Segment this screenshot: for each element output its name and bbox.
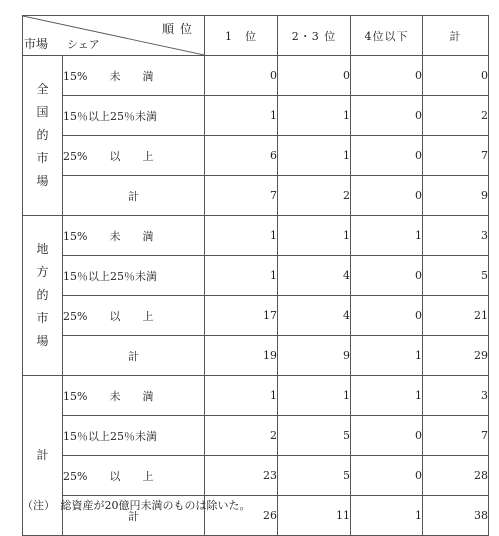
count-cell: 7 [423, 136, 489, 176]
count-cell: 1 [278, 376, 351, 416]
column-header: 1 位 [205, 16, 278, 56]
count-cell: 28 [423, 456, 489, 496]
count-cell: 1 [205, 376, 278, 416]
subtotal-label: 計 [63, 176, 205, 216]
count-cell: 23 [205, 456, 278, 496]
table-row [23, 416, 489, 456]
table-row [23, 456, 489, 496]
count-cell: 1 [351, 496, 423, 536]
table-row [23, 216, 489, 256]
count-cell: 2 [278, 176, 351, 216]
count-cell: 0 [423, 56, 489, 96]
share-range-label: 15％以上25％未満 [63, 256, 205, 296]
column-header: 2・3 位 [278, 16, 351, 56]
count-cell: 1 [351, 336, 423, 376]
count-cell: 0 [351, 416, 423, 456]
count-cell: 1 [351, 376, 423, 416]
count-cell: 1 [205, 96, 278, 136]
count-cell: 9 [278, 336, 351, 376]
table-row [23, 336, 489, 376]
header-row [23, 16, 489, 56]
rank-header-label: 順位 [161, 22, 198, 36]
market-group-label [23, 216, 63, 376]
footnote: （注） 総資産が20億円未満のものは除いた。 [22, 499, 251, 512]
share-range-label: 15％以上25％未満 [63, 96, 205, 136]
count-cell: 9 [423, 176, 489, 216]
count-cell: 6 [205, 136, 278, 176]
market-share-table [22, 15, 489, 536]
share-range-label: 15％以上25％未満 [63, 416, 205, 456]
count-cell: 0 [351, 96, 423, 136]
column-header: 4位以下 [351, 16, 423, 56]
count-cell: 0 [351, 176, 423, 216]
count-cell: 5 [423, 256, 489, 296]
count-cell: 3 [423, 376, 489, 416]
count-cell: 11 [278, 496, 351, 536]
column-header: 計 [423, 16, 489, 56]
subtotal-label: 計 [63, 496, 205, 536]
market-group-text: 計 [36, 448, 49, 462]
share-range-label: 25% 以 上 [63, 296, 205, 336]
count-cell: 0 [205, 56, 278, 96]
count-cell: 5 [278, 416, 351, 456]
table-row [23, 96, 489, 136]
share-range-label: 15% 未 満 [63, 376, 205, 416]
table-row [23, 136, 489, 176]
count-cell: 29 [423, 336, 489, 376]
count-cell: 7 [205, 176, 278, 216]
table-row [23, 376, 489, 416]
share-range-label: 25% 以 上 [63, 456, 205, 496]
count-cell: 0 [351, 456, 423, 496]
subtotal-label: 計 [63, 336, 205, 376]
count-cell: 0 [351, 256, 423, 296]
market-group-label [23, 56, 63, 216]
count-cell: 2 [423, 96, 489, 136]
count-cell: 1 [205, 216, 278, 256]
count-cell: 0 [351, 296, 423, 336]
count-cell: 19 [205, 336, 278, 376]
share-range-label: 15% 未 満 [63, 216, 205, 256]
count-cell: 1 [278, 136, 351, 176]
table-row [23, 176, 489, 216]
count-cell: 1 [278, 216, 351, 256]
count-cell: 1 [205, 256, 278, 296]
count-cell: 26 [205, 496, 278, 536]
table-row [23, 56, 489, 96]
count-cell: 2 [205, 416, 278, 456]
market-header-label: 市場 [24, 37, 49, 51]
count-cell: 21 [423, 296, 489, 336]
count-cell: 4 [278, 296, 351, 336]
count-cell: 7 [423, 416, 489, 456]
market-group-text: 全国的市場 [36, 82, 49, 188]
corner-header [23, 16, 205, 56]
share-range-label: 15% 未 満 [63, 56, 205, 96]
table-row [23, 296, 489, 336]
count-cell: 1 [351, 216, 423, 256]
count-cell: 5 [278, 456, 351, 496]
count-cell: 0 [351, 136, 423, 176]
market-group-text: 地方的市場 [36, 242, 49, 348]
table-row [23, 256, 489, 296]
share-header-label: シェア [67, 38, 100, 51]
share-range-label: 25% 以 上 [63, 136, 205, 176]
count-cell: 0 [351, 56, 423, 96]
count-cell: 38 [423, 496, 489, 536]
count-cell: 4 [278, 256, 351, 296]
count-cell: 0 [278, 56, 351, 96]
count-cell: 17 [205, 296, 278, 336]
count-cell: 3 [423, 216, 489, 256]
count-cell: 1 [278, 96, 351, 136]
